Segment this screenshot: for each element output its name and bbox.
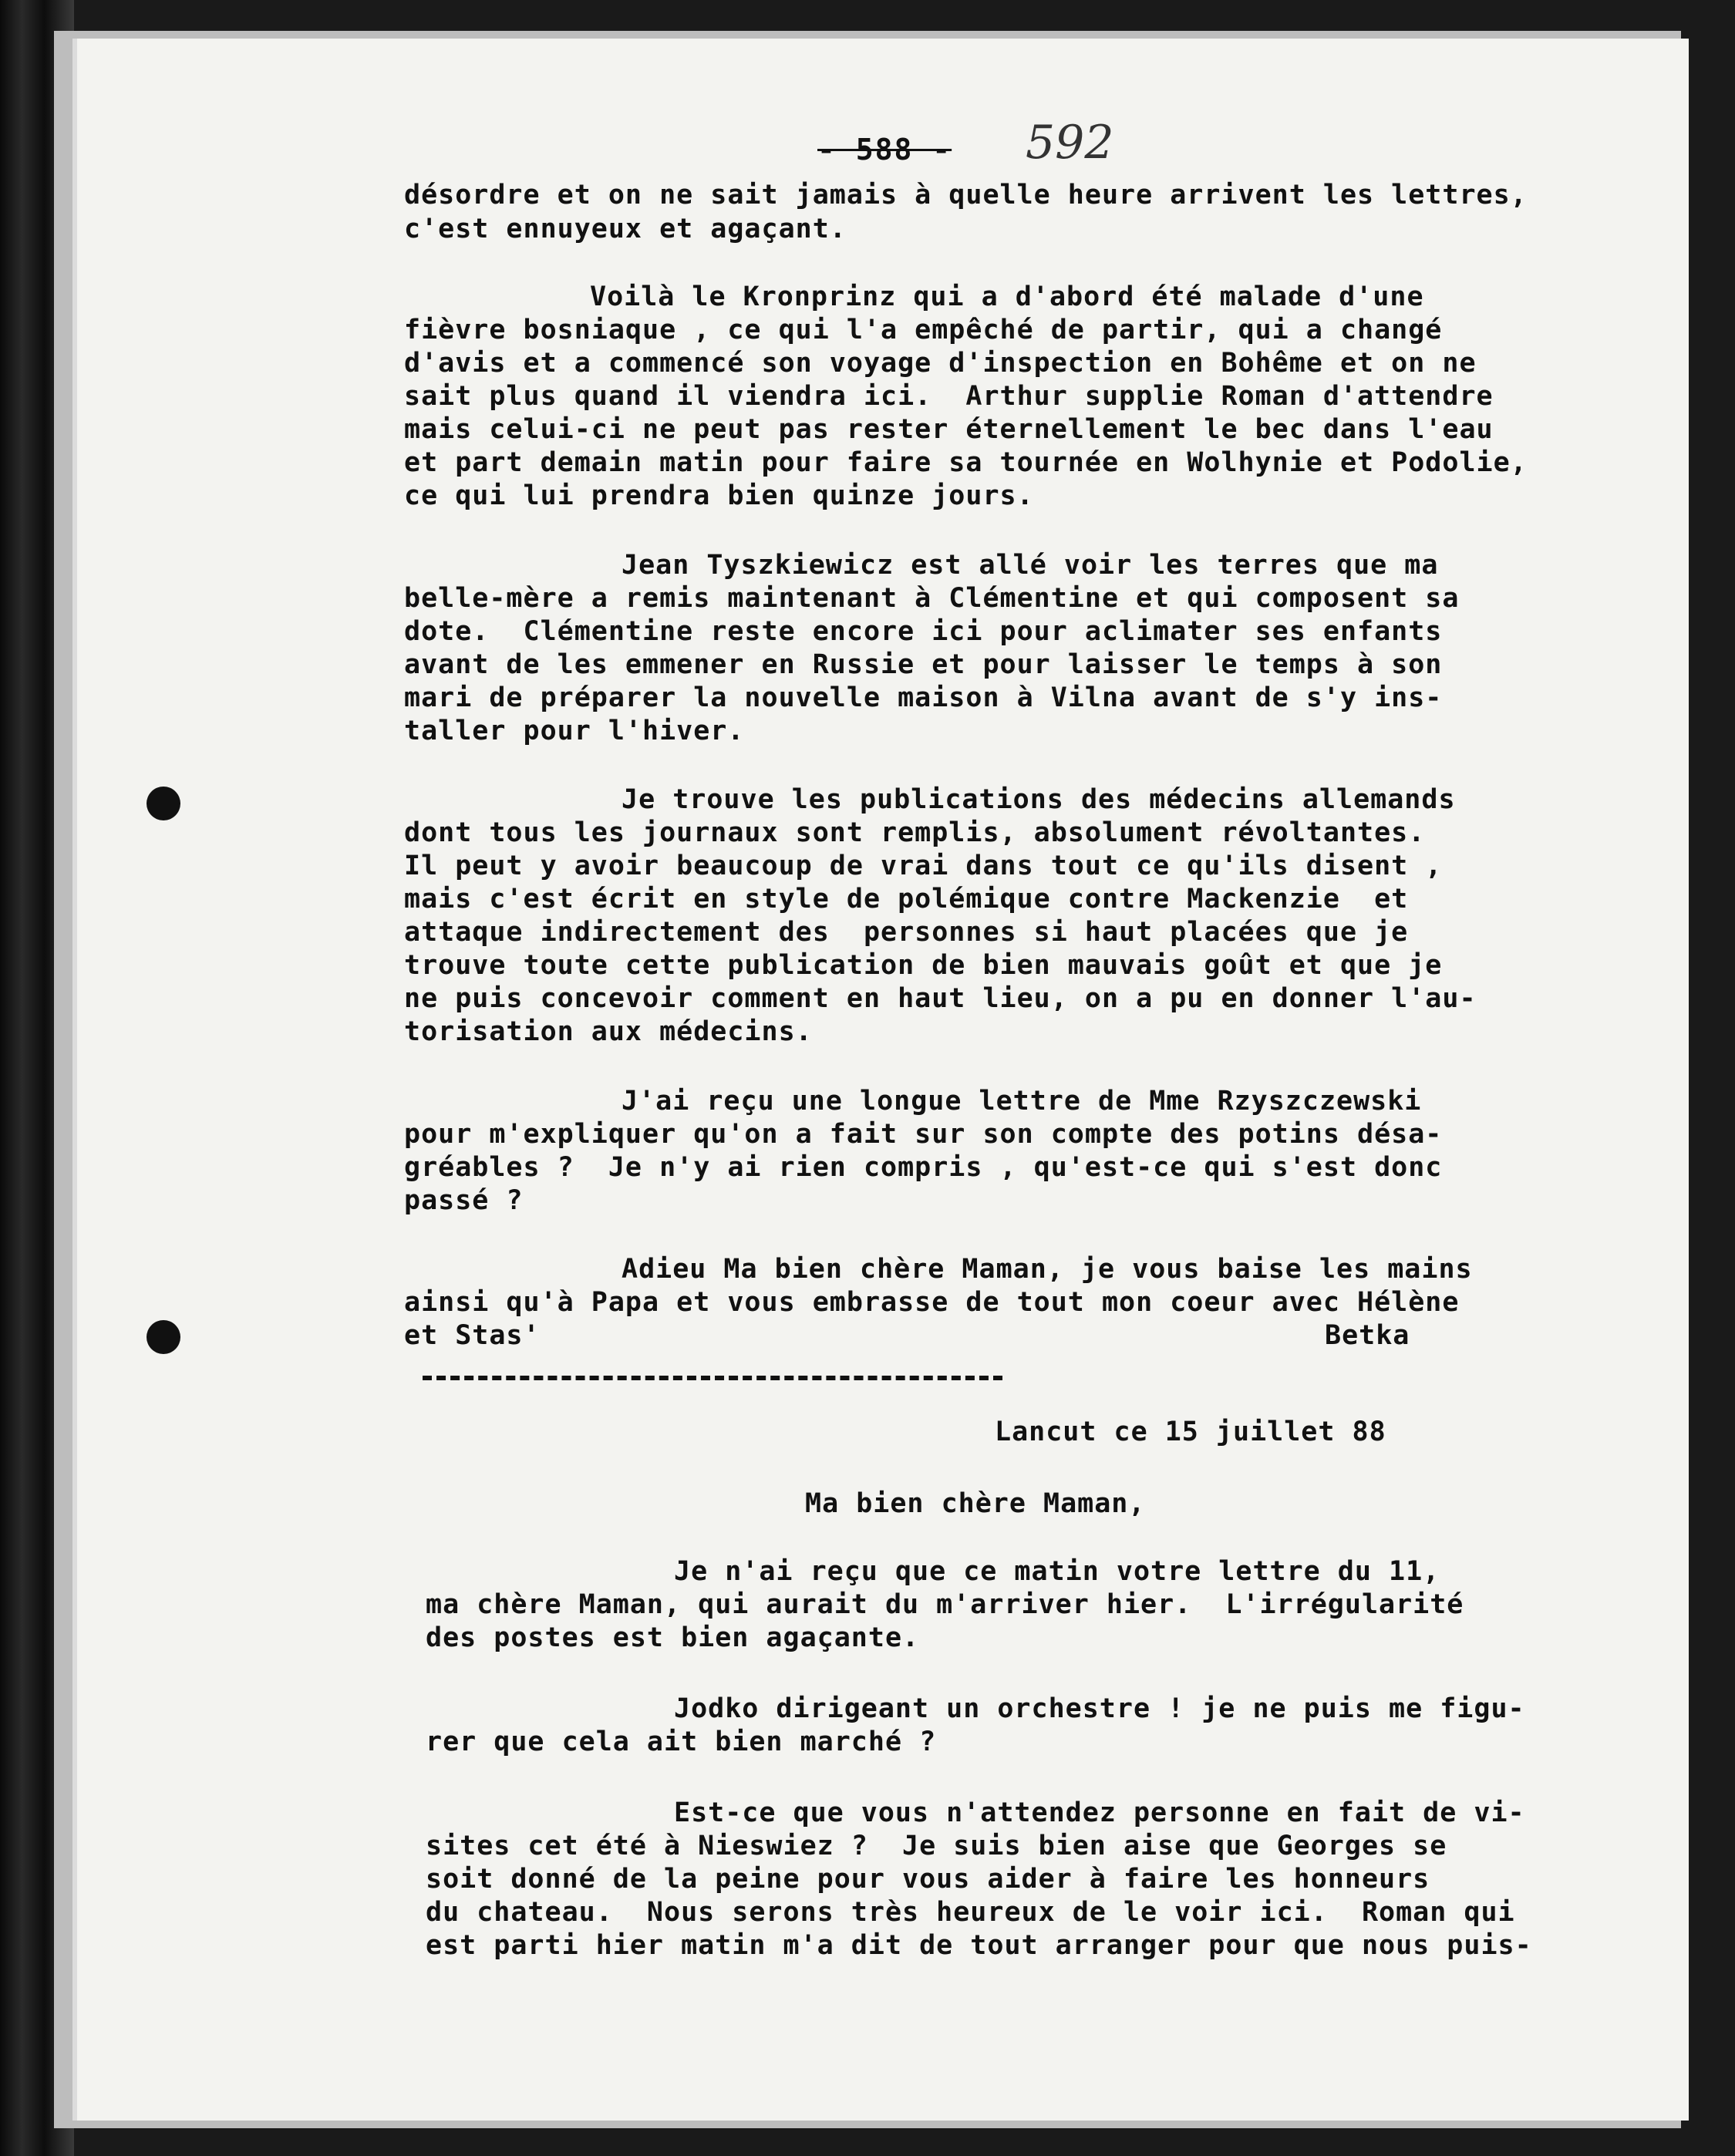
text-line: pour m'expliquer qu'on a fait sur son compte des potins désa- [404, 1119, 1443, 1150]
text-line: soit donné de la peine pour vous aider à faire les honneurs [426, 1864, 1430, 1895]
text-line: attaque indirectement des personnes si haut placées que je [404, 917, 1409, 948]
document-page [77, 39, 1689, 2121]
text-line: dont tous les journaux sont remplis, absolument révoltantes. [404, 817, 1426, 848]
letter-salutation: Ma bien chère Maman, [805, 1488, 1146, 1519]
text-line: mari de préparer la nouvelle maison à Vilna avant de s'y ins- [404, 682, 1443, 713]
text-line: Il peut y avoir beaucoup de vrai dans tout ce qu'ils disent , [404, 851, 1443, 881]
text-line: fièvre bosniaque , ce qui l'a empêché de partir, qui a changé [404, 315, 1443, 345]
text-line: ainsi qu'à Papa et vous embrasse de tout mon coeur avec Hélène [404, 1287, 1460, 1318]
text-line: passé ? [404, 1185, 524, 1216]
text-line: J'ai reçu une longue lettre de Mme Rzyszczewski [622, 1086, 1422, 1117]
text-line: des postes est bien agaçante. [426, 1622, 920, 1653]
text-line: mais c'est écrit en style de polémique contre Mackenzie et [404, 884, 1409, 915]
text-line: Jean Tyszkiewicz est allé voir les terres que ma [622, 550, 1439, 581]
text-line: Est-ce que vous n'attendez personne en fait de vi- [674, 1797, 1525, 1828]
text-line: rer que cela ait bien marché ? [426, 1726, 937, 1757]
text-line: Jodko dirigeant un orchestre ! je ne puis me figu- [674, 1693, 1525, 1724]
signature-betka: Betka [1325, 1320, 1410, 1351]
separator-line [423, 1376, 1002, 1380]
text-line: et part demain matin pour faire sa tournée en Wolhynie et Podolie, [404, 447, 1528, 478]
handwritten-page-number: 592 [1026, 116, 1114, 170]
letter-dateline: Lancut ce 15 juillet 88 [995, 1417, 1386, 1447]
text-line: c'est ennuyeux et agaçant. [404, 214, 847, 244]
text-line: est parti hier matin m'a dit de tout arranger pour que nous puis- [426, 1930, 1532, 1961]
punch-hole [147, 787, 180, 820]
text-line: belle-mère a remis maintenant à Clémentine et qui composent sa [404, 583, 1460, 614]
text-line: mais celui-ci ne peut pas rester éternellement le bec dans l'eau [404, 414, 1494, 445]
text-line: dote. Clémentine reste encore ici pour aclimater ses enfants [404, 616, 1443, 647]
text-line: Je trouve les publications des médecins allemands [622, 784, 1456, 815]
text-line: gréables ? Je n'y ai rien compris , qu'est-ce qui s'est donc [404, 1152, 1443, 1183]
text-line: torisation aux médecins. [404, 1016, 813, 1047]
text-line: ne puis concevoir comment en haut lieu, on a pu en donner l'au- [404, 983, 1477, 1014]
text-line: sites cet été à Nieswiez ? Je suis bien aise que Georges se [426, 1831, 1447, 1861]
text-line: désordre et on ne sait jamais à quelle heure arrivent les lettres, [404, 180, 1528, 211]
text-line: d'avis et a commencé son voyage d'inspection en Bohême et on ne [404, 348, 1477, 379]
text-line: Je n'ai reçu que ce matin votre lettre du 11, [674, 1556, 1440, 1587]
text-line: du chateau. Nous serons très heureux de le voir ici. Roman qui [426, 1897, 1515, 1928]
text-line: ce qui lui prendra bien quinze jours. [404, 480, 1034, 511]
page-header [817, 116, 1141, 185]
text-line: taller pour l'hiver. [404, 716, 745, 746]
text-line: et Stas' [404, 1320, 541, 1351]
text-line: Adieu Ma bien chère Maman, je vous baise les mains [622, 1254, 1473, 1285]
text-line: Voilà le Kronprinz qui a d'abord été malade d'une [590, 281, 1424, 312]
text-line: trouve toute cette publication de bien mauvais goût et que je [404, 950, 1443, 981]
page-number: - 588 - [817, 133, 952, 167]
punch-hole [147, 1320, 180, 1354]
text-line: ma chère Maman, qui aurait du m'arriver hier. L'irrégularité [426, 1589, 1464, 1620]
text-line: avant de les emmener en Russie et pour laisser le temps à son [404, 649, 1443, 680]
text-line: sait plus quand il viendra ici. Arthur supplie Roman d'attendre [404, 381, 1494, 412]
